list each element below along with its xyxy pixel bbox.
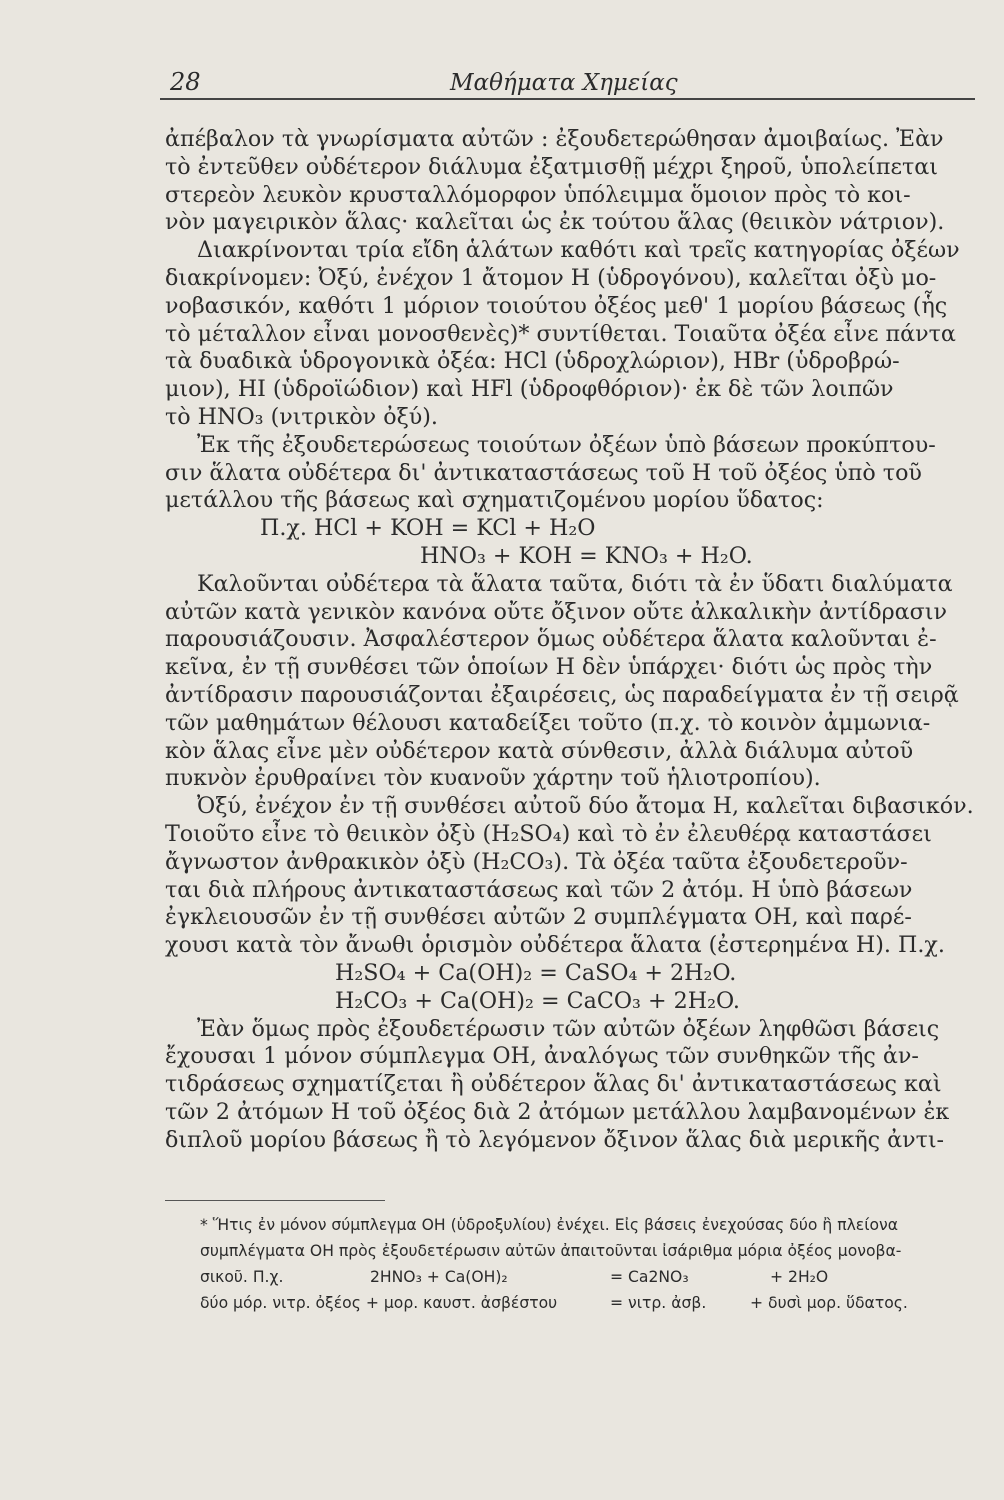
text-line: ται διὰ πλήρους ἀντικαταστάσεως καὶ τῶν 2 ἀτόμ. Η ὑπὸ βάσεων [165,876,913,903]
equation-line: Π.χ. HCl + KOH = KCl + H₂O [260,515,596,542]
text-line: αὐτῶν κατὰ γενικὸν κανόνα οὔτε ὄξινον οὔτε ἀλκαλικὴν ἀντίδρασιν [165,598,947,625]
footnote-rule [165,1200,385,1201]
footnote-legend-water: + δυσὶ μορ. ὕδατος. [750,1294,908,1312]
text-line: νοβασικόν, καθότι 1 μόριον τοιούτου ὀξέος μεθ' 1 μορίου βάσεως (ἧς [165,292,948,319]
text-line: τὸ HNO₃ (νιτρικὸν ὀξύ). [165,403,438,430]
text-line: διακρίνομεν: Ὀξύ, ἐνέχον 1 ἄτομον Η (ὑδρογόνου), καλεῖται ὀξὺ μο- [165,264,937,291]
text-line: διπλοῦ μορίου βάσεως ἢ τὸ λεγόμενον ὄξινον ἅλας διὰ μερικῆς ἀντι- [165,1126,945,1153]
running-title: Μαθήματα Χημείας [450,70,678,96]
body-text [165,126,975,1154]
footnote-equation [200,1264,980,1290]
text-line: πυκνὸν ἐρυθραίνει τὸν κυανοῦν χάρτην τοῦ ἡλιοτροπίου). [165,765,821,792]
footnote-eq-water: + 2H₂O [770,1268,829,1286]
text-line: χουσι κατὰ τὸν ἄνωθι ὁρισμὸν οὐδέτερα ἅλατα (ἐστερημένα Η). Π.χ. [165,932,945,959]
text-line: κεῖνα, ἐν τῇ συνθέσει τῶν ὁποίων Η δὲν ὑπάρχει· διότι ὡς πρὸς τὴν [165,654,933,681]
text-line: τὸ ἐντεῦθεν οὐδέτερον διάλυμα ἐξατμισθῇ μέχρι ξηροῦ, ὑπολείπεται [165,153,938,180]
text-line: ἔχουσαι 1 μόνον σύμπλεγμα ΟΗ, ἀναλόγως τῶν συνθηκῶν τῆς ἀν- [165,1043,919,1070]
footnote [200,1212,980,1316]
text-line: ἀντίδρασιν παρουσιάζονται ἐξαιρέσεις, ὡς παραδείγματα ἐν τῇ σειρᾷ [165,681,959,708]
text-line: Ἐὰν ὅμως πρὸς ἐξουδετέρωσιν τῶν αὐτῶν ὀξέων ληφθῶσι βάσεις [197,1015,940,1042]
text-line: κὸν ἅλας εἶνε μὲν οὐδέτερον κατὰ σύνθεσιν, ἀλλὰ διάλυμα αὐτοῦ [165,737,914,764]
footnote-eq-prefix: σικοῦ. Π.χ. [200,1268,284,1286]
text-line: τὸ μέταλλον εἶναι μονοσθενὲς)* συντίθεται. Τοιαῦτα ὀξέα εἶνε πάντα [165,320,956,347]
footnote-legend [200,1290,980,1316]
footnote-eq-product: = Ca2NO₃ [610,1268,689,1286]
page-header [160,64,980,104]
header-rule [160,98,975,100]
equation-line: HNO₃ + KOH = KNO₃ + H₂O. [420,542,753,569]
text-line: τὰ δυαδικὰ ὑδρογονικὰ ὀξέα: HCl (ὑδροχλώριον), HBr (ὑδροβρώ- [165,348,900,375]
footnote-line: συμπλέγματα ΟΗ πρὸς ἐξουδετέρωσιν αὐτῶν ἀπαιτοῦνται ἰσάριθμα μόρια ὀξέος μονοβα- [200,1242,902,1260]
text-line: σιν ἅλατα οὐδέτερα δι' ἀντικαταστάσεως τοῦ Η τοῦ ὀξέος ὑπὸ τοῦ [165,459,922,486]
equation-line: H₂CO₃ + Ca(OH)₂ = CaCO₃ + 2H₂O. [335,987,740,1014]
text-line: Ὀξύ, ἐνέχον ἐν τῇ συνθέσει αὐτοῦ δύο ἄτομα Η, καλεῖται διβασικόν. [197,793,974,820]
text-line: τῶν 2 ἀτόμων Η τοῦ ὀξέος διὰ 2 ἀτόμων μετάλλου λαμβανομένων ἐκ [165,1098,950,1125]
page-number: 28 [170,68,201,96]
equation-line: H₂SO₄ + Ca(OH)₂ = CaSO₄ + 2H₂O. [335,959,737,986]
text-line: ἐγκλειουσῶν ἐν τῇ συνθέσει αὐτῶν 2 συμπλέγματα ΟΗ, καὶ παρέ- [165,904,912,931]
text-line: τῶν μαθημάτων θέλουσι καταδείξει τοῦτο (π.χ. τὸ κοινὸν ἀμμωνια- [165,709,931,736]
text-line: μιον), HI (ὑδροϊώδιον) καὶ HFl (ὑδροφθόριον)· ἐκ δὲ τῶν λοιπῶν [165,376,894,403]
text-line: μετάλλου τῆς βάσεως καὶ σχηματιζομένου μορίου ὕδατος: [165,487,824,514]
text-line: στερεὸν λευκὸν κρυσταλλόμορφον ὑπόλειμμα ὅμοιον πρὸς τὸ κοι- [165,181,911,208]
footnote-line: * Ἥτις ἐν μόνον σύμπλεγμα ΟΗ (ὑδροξυλίου) ἐνέχει. Εἰς βάσεις ἐνεχούσας δύο ἢ πλείονα [200,1216,899,1234]
footnote-eq-reactants: 2HNO₃ + Ca(OH)₂ [370,1268,508,1286]
text-line: ἀπέβαλον τὰ γνωρίσματα αὐτῶν : ἐξουδετερώθησαν ἀμοιβαίως. Ἐὰν [165,126,944,152]
text-line: Ἐκ τῆς ἐξουδετερώσεως τοιούτων ὀξέων ὑπὸ βάσεων προκύπτου- [197,431,936,458]
footnote-legend-reactants: δύο μόρ. νιτρ. ὀξέος + μορ. καυστ. ἀσβέστου [200,1294,558,1312]
text-line: Τοιοῦτο εἶνε τὸ θειικὸν ὀξὺ (H₂SO₄) καὶ τὸ ἐν ἐλευθέρᾳ καταστάσει [165,820,932,847]
text-line: παρουσιάζουσιν. Ἀσφαλέστερον ὅμως οὐδέτερα ἅλατα καλοῦνται ἐ- [165,626,937,653]
text-line: Καλοῦνται οὐδέτερα τὰ ἅλατα ταῦτα, διότι τὰ ἐν ὕδατι διαλύματα [197,570,953,597]
text-line: Διακρίνονται τρία εἴδη ἁλάτων καθότι καὶ τρεῖς κατηγορίας ὀξέων [197,237,960,264]
footnote-legend-product: = νιτρ. ἀσβ. [610,1294,707,1312]
text-line: ἄγνωστον ἀνθρακικὸν ὀξὺ (H₂CO₃). Τὰ ὀξέα ταῦτα ἐξουδετεροῦν- [165,848,908,875]
text-line: τιδράσεως σχηματίζεται ἢ οὐδέτερον ἅλας δι' ἀντικαταστάσεως καὶ [165,1071,942,1098]
text-line: νὸν μαγειρικὸν ἅλας· καλεῖται ὡς ἐκ τούτου ἅλας (θειικὸν νάτριον). [165,209,945,236]
